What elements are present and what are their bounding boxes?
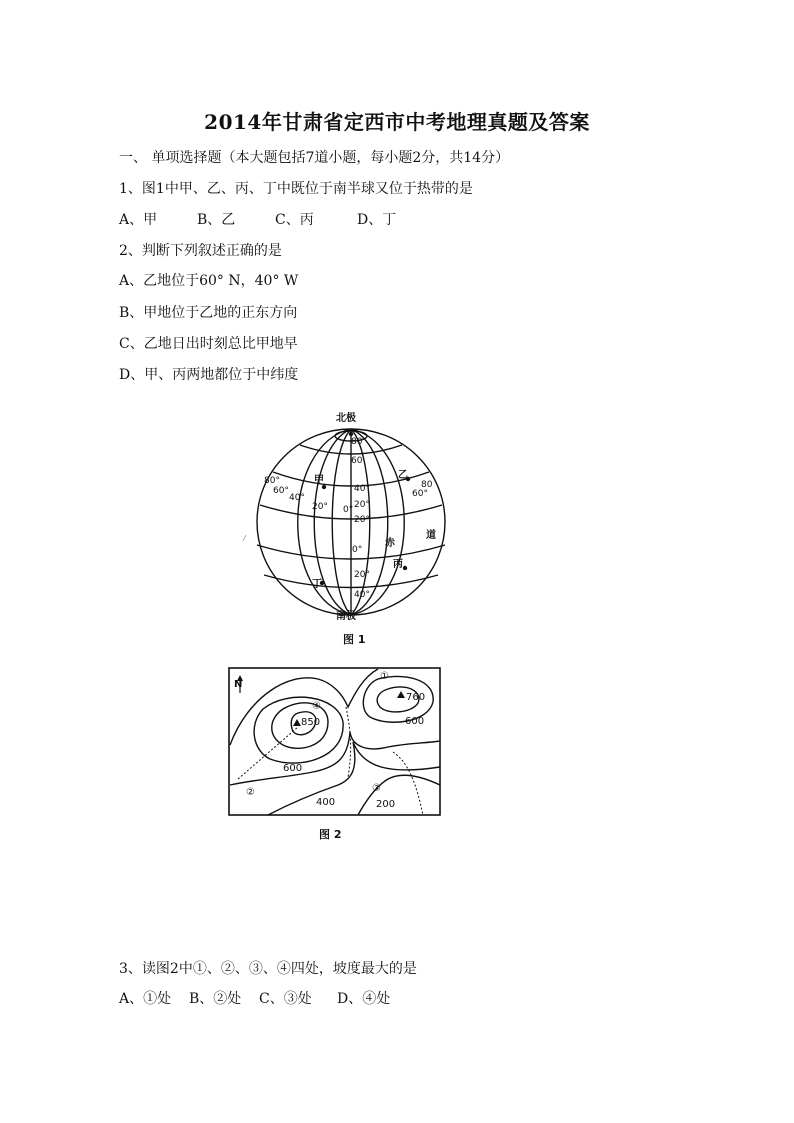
- contour-600-left: 600: [283, 763, 303, 774]
- q2-option-c[interactable]: C、乙地日出时刻总比甲地早: [119, 336, 298, 352]
- q3-option-b[interactable]: B、②处: [189, 991, 242, 1007]
- figure-1-caption: 图 1: [343, 633, 366, 646]
- q1-option-a[interactable]: A、甲: [119, 212, 158, 228]
- q1-option-b[interactable]: B、乙: [197, 212, 236, 228]
- figure-2-contour-map: [228, 667, 442, 817]
- q3-option-c[interactable]: C、③处: [259, 991, 312, 1007]
- q3-option-d[interactable]: D、④处: [337, 991, 391, 1007]
- question-3-options: [119, 988, 390, 1008]
- question-1-options: [119, 209, 396, 229]
- lon-label-right-80: 80: [421, 480, 433, 490]
- q1-option-d[interactable]: D、丁: [357, 212, 397, 228]
- lon-label-right-60: 60°: [412, 489, 428, 499]
- point-bing: 丙: [393, 559, 403, 570]
- point-ding: 丁: [312, 579, 322, 590]
- south-pole-label: 南极: [336, 611, 356, 622]
- marker-3: ③: [372, 783, 381, 794]
- north-pole-label: 北极: [336, 413, 356, 424]
- peak-760-label: 760: [406, 692, 426, 703]
- question-3-stem: 3、读图2中①、②、③、④四处，坡度最大的是: [119, 961, 417, 977]
- question-2-stem: 2、判断下列叙述正确的是: [119, 243, 282, 259]
- lon-label-left-80: 80°: [264, 476, 280, 486]
- contour-200: 200: [376, 799, 396, 810]
- q2-option-b[interactable]: B、甲地位于乙地的正东方向: [119, 305, 298, 321]
- page-title: 2014年甘肃省定西市中考地理真题及答案: [204, 110, 590, 134]
- q3-option-a[interactable]: A、①处: [119, 991, 172, 1007]
- lat-label-60: 60: [351, 456, 363, 466]
- equator-label-1: 赤: [385, 538, 395, 549]
- lat-label-20s: 20°: [354, 570, 370, 580]
- lon-label-0: 0°: [343, 505, 354, 515]
- lat-label-40: 40°: [354, 484, 370, 494]
- lat-label-0: 0°: [352, 545, 363, 555]
- section-heading: 一、 单项选择题（本大题包括7道小题，每小题2分，共14分）: [119, 150, 510, 166]
- north-arrow-label: N: [234, 679, 243, 690]
- figure-2-caption: 图 2: [319, 828, 342, 841]
- marker-4: ④: [312, 701, 321, 712]
- q2-option-a[interactable]: A、乙地位于60° N，40° W: [119, 273, 299, 289]
- lat-label-20s-a: 20°: [354, 515, 370, 525]
- equator-label-2: 道: [426, 530, 436, 541]
- lon-label-left-60: 60°: [273, 486, 289, 496]
- contour-600-right: 600: [405, 716, 425, 727]
- lat-label-80: 80: [351, 437, 363, 447]
- lat-label-20: 20°: [354, 500, 370, 510]
- q1-option-c[interactable]: C、丙: [275, 212, 314, 228]
- point-jia: 甲: [314, 475, 324, 486]
- question-1-stem: 1、图1中甲、乙、丙、丁中既位于南半球又位于热带的是: [119, 181, 473, 197]
- point-yi: 乙: [398, 470, 408, 481]
- lat-label-40s: 40°: [354, 590, 370, 600]
- marker-1: ①: [380, 671, 389, 682]
- q2-option-d[interactable]: D、甲、丙两地都位于中纬度: [119, 367, 299, 383]
- lon-label-left-40: 40°: [289, 493, 305, 503]
- peak-850-label: 850: [301, 717, 321, 728]
- figure-1-globe: [240, 405, 460, 645]
- lon-label-left-20: 20°: [312, 502, 328, 512]
- contour-400: 400: [316, 797, 336, 808]
- marker-2: ②: [246, 787, 255, 798]
